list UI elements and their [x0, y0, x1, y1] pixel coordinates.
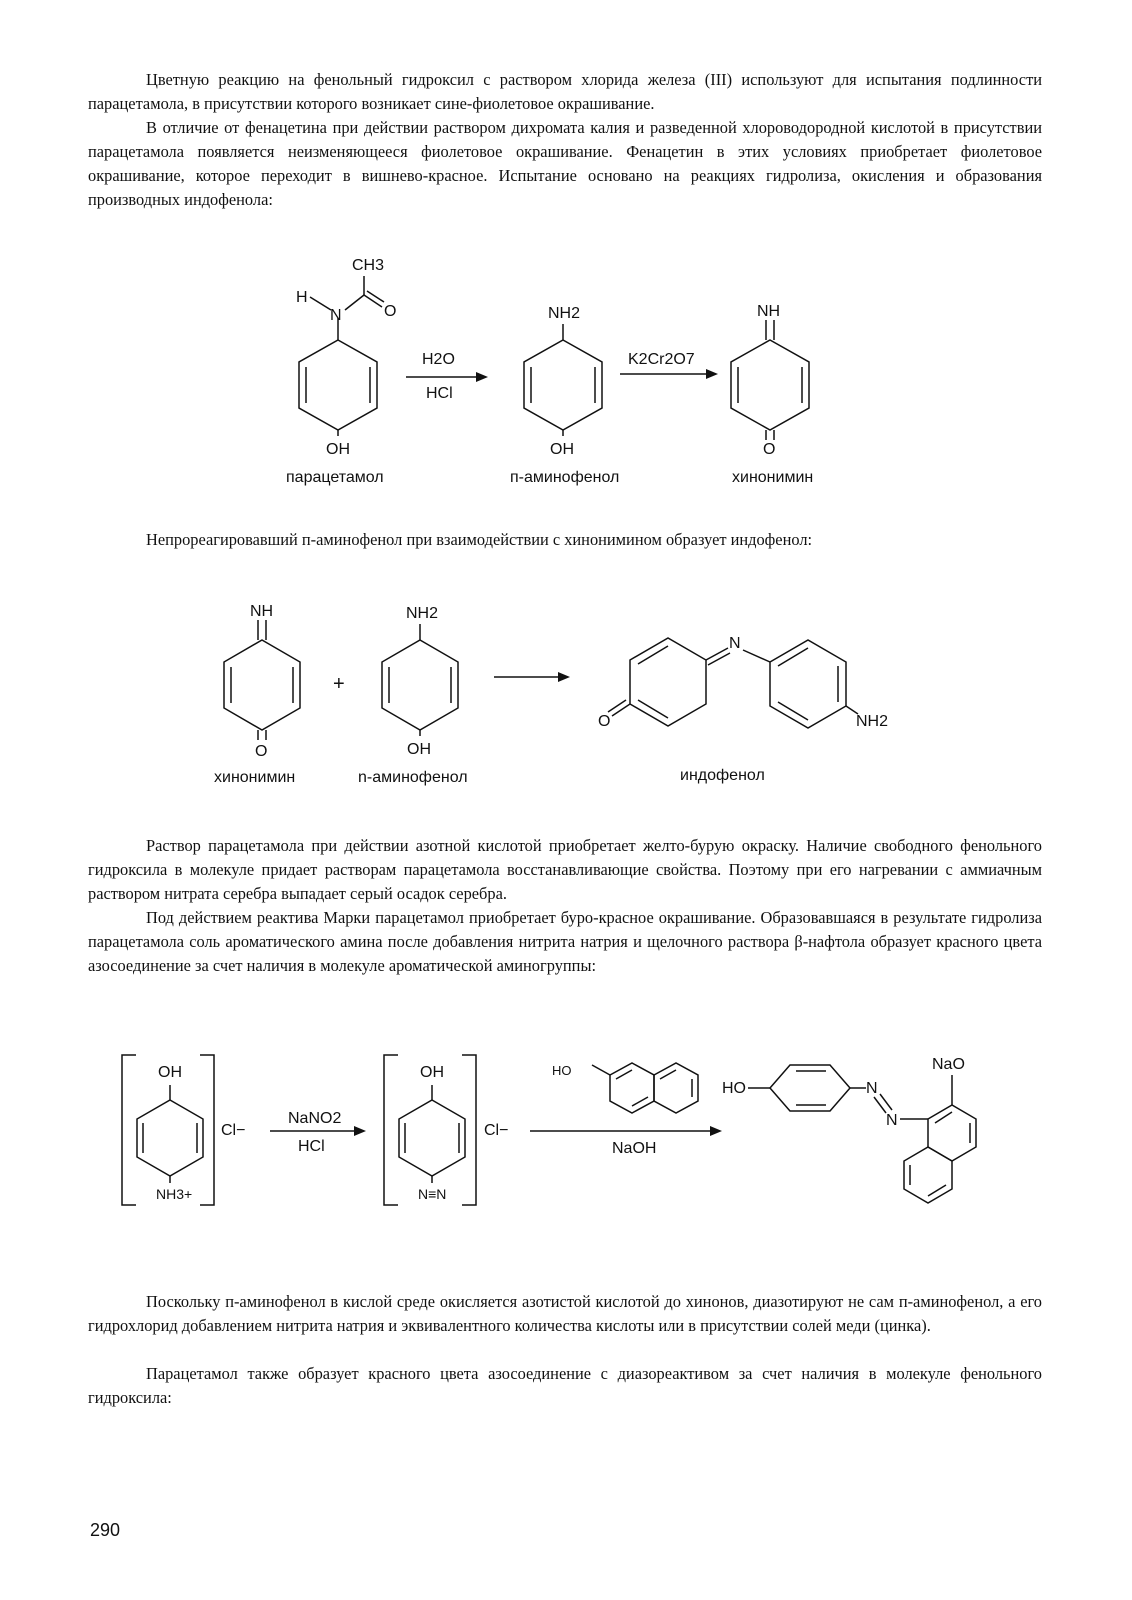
h-label: H — [296, 289, 308, 306]
cl-label-2: Cl− — [484, 1122, 509, 1139]
o-label-3: O — [255, 743, 268, 760]
o-label-2: O — [763, 441, 776, 458]
name-quinonimine: хинонимин — [732, 469, 814, 486]
o-label-4: O — [598, 713, 611, 730]
oh-label-2: OH — [550, 441, 574, 458]
ho-label-naphthol: HO — [552, 1063, 572, 1078]
name-p-aminophenol: п-аминофенол — [510, 469, 620, 486]
reaction-arrow-2 — [620, 351, 718, 379]
paragraph-2: В отличие от фенацетина при действии раствором дихромата калия и разведенной хлороводородной кислотой в присутствии парацетамола появляется неизменяющееся фиолетовое окрашивание. Фенацетин в этих условиях приобретает фиолетовое окрашивание, которое переходит в вишнево-красное. Испытание основано на реакциях гидролиза, окисления и образования производных индофенола: — [88, 118, 1042, 209]
quinonimine-structure-2 — [224, 603, 300, 760]
reagent-h2o: H2O — [422, 351, 455, 368]
quinonimine-structure — [731, 303, 809, 458]
reaction-arrow-4 — [270, 1110, 366, 1155]
azo-product-structure — [722, 1056, 976, 1203]
nh-label: NH — [757, 303, 781, 320]
paragraph-3: Непрореагировавший п-аминофенол при взаимодействии с хинонимином образует индофенол: — [146, 530, 813, 549]
reagent-naoh: NaOH — [612, 1140, 657, 1157]
reagent-hcl-2: HCl — [298, 1138, 325, 1155]
reagent-k2cr2o7: K2Cr2O7 — [628, 351, 695, 368]
nh2-label-3: NH2 — [856, 713, 889, 730]
name-paracetamol: парацетамол — [286, 469, 384, 486]
nh-label-2: NH — [250, 603, 274, 620]
reagent-hcl: HCl — [426, 385, 453, 402]
nh2-label-2: NH2 — [406, 605, 439, 622]
n-label-azo-2: N — [886, 1112, 898, 1129]
oh-label-5: OH — [420, 1064, 444, 1081]
paragraph-1: Цветную реакцию на фенольный гидроксил с раствором хлорида железа (III) используют для испытания подлинности парацетамола, в присутствии которого возникает сине-фиолетовое окрашивание. — [88, 70, 1042, 113]
scheme-hydrolysis-oxidation — [0, 240, 1132, 490]
paracetamol-structure — [296, 257, 396, 458]
reagent-nano2: NaNO2 — [288, 1110, 342, 1127]
diazonium-salt — [384, 1055, 508, 1205]
scheme-indophenol — [0, 590, 1132, 800]
reaction-arrow-1 — [406, 351, 488, 402]
reaction-arrow-3 — [494, 672, 570, 682]
p-aminophenol-structure — [524, 305, 602, 458]
name-n-aminophenol: n-аминофенол — [358, 769, 468, 786]
ho-label-product: HO — [722, 1080, 746, 1097]
plus-sign: + — [333, 673, 345, 695]
nao-label: NaO — [932, 1056, 965, 1073]
ch3-label: CH3 — [352, 257, 385, 274]
n-label-2: N — [729, 635, 741, 652]
scheme-azo-coupling — [0, 1045, 1132, 1215]
oh-label-4: OH — [158, 1064, 182, 1081]
indophenol-structure — [598, 635, 888, 730]
page-number: 290 — [90, 1520, 121, 1540]
o-label: O — [384, 303, 397, 320]
name-indophenol: индофенол — [680, 767, 765, 784]
n-label-azo-1: N — [866, 1080, 878, 1097]
oh-label-3: OH — [407, 741, 431, 758]
name-quinonimine-2: хинонимин — [214, 769, 296, 786]
paragraph-7: Парацетамол также образует красного цвета азосоединение с диазореактивом за счет наличия в молекуле фенольного гидроксила: — [88, 1364, 1042, 1407]
oh-label: OH — [326, 441, 350, 458]
n-label: N — [330, 307, 342, 324]
p-aminophenol-structure-2 — [382, 605, 458, 758]
nh3-label: NH3+ — [156, 1186, 193, 1202]
aminophenol-salt — [122, 1055, 245, 1205]
reaction-arrow-5 — [530, 1126, 722, 1157]
paragraph-6: Поскольку п-аминофенол в кислой среде окисляется азотистой кислотой до хинонов, диазотируют не сам п-аминофенол, а его гидрохлорид добавлением нитрита натрия и эквивалентного количества кислоты или в присутствии солей меди (цинка). — [88, 1292, 1042, 1335]
nh2-label: NH2 — [548, 305, 581, 322]
paragraph-4: Раствор парацетамола при действии азотной кислотой приобретает желто-бурую окраску. Наличие свободного фенольного гидроксила в молекуле придает растворам парацетамола восстанавливающие свойства. Поэтому при его нагревании с аммиачным раствором нитрата серебра выпадает серый осадок серебра. — [88, 836, 1042, 903]
beta-naphthol-structure — [552, 1063, 698, 1113]
paragraph-5: Под действием реактива Марки парацетамол приобретает буро-красное окрашивание. Образовавшаяся в результате гидролиза парацетамола соль ароматического амина после добавления нитрита натрия и щелочного раствора β-нафтола образует красного цвета азосоединение за счет наличия в молекуле ароматической аминогруппы: — [88, 908, 1042, 975]
cl-label-1: Cl− — [221, 1122, 246, 1139]
diazo-label: N≡N — [418, 1186, 447, 1202]
